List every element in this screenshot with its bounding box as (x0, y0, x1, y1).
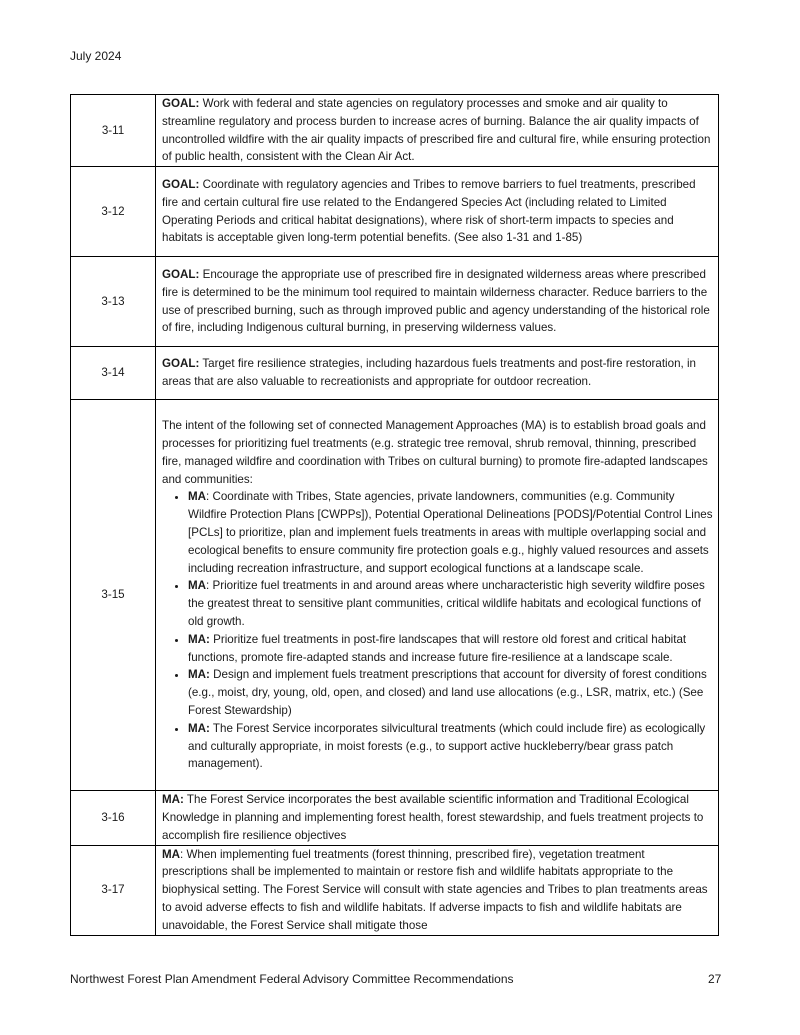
header-date: July 2024 (70, 49, 122, 63)
ma-label: MA (162, 847, 181, 861)
ma-label: MA: (188, 668, 210, 682)
table-row (71, 845, 719, 935)
ma-intro: The intent of the following set of connected Management Approaches (MA) is to establish broad goals and processes for prioritizing fuel treatments (e.g. strategic tree removal, shrub removal, thinning, prescribed fire, managed wildfire and coordination with Tribes on cultural burning) to promote fire-adapted landscapes and communities: (162, 419, 708, 486)
ma-text: Design and implement fuels treatment prescriptions that account for diversity of forest conditions (e.g., moist, dry, young, old, open, and closed) and land use allocations (e.g., LSR, matrix, etc.) (See Forest Stewardship) (188, 668, 707, 717)
list-item (188, 720, 713, 773)
ma-text: : Prioritize fuel treatments in and around areas where uncharacteristic high severity wildfire poses the greatest threat to sensitive plant communities, critical wildlife habitats and ecological functions of old growth. (188, 579, 705, 628)
ma-label: MA: (162, 793, 184, 807)
row-text: Coordinate with regulatory agencies and Tribes to remove barriers to fuel treatments, prescribed fire and certain cultural fire use related to the Endangered Species Act (including related to Limited Operating Periods and critical habitat designations), where risk of short-term impacts to species and habitats is acceptable given long-term potential benefits. (See also 1-31 and 1-85) (162, 178, 696, 245)
footer-title: Northwest Forest Plan Amendment Federal Advisory Committee Recommendations (70, 972, 514, 986)
row-number: 3-13 (71, 257, 156, 347)
ma-text: : Coordinate with Tribes, State agencies, private landowners, communities (e.g. Community Wildfire Protection Plans [CWPPs]), Potential Operational Delineations [PODS]/Potential Control Lines [PCLs] to prioritize, plan and implement fuels treatments in areas with multiple overlapping social and ecological benefits to ensure community fire protection goals e.g., highly valued resources and assets including recreation infrastructure, and support ecological functions at a landscape scale. (188, 490, 713, 575)
row-content (156, 400, 719, 791)
row-content (156, 257, 719, 347)
goal-label: GOAL: (162, 97, 200, 110)
ma-text: The Forest Service incorporates silvicultural treatments (which could include fire) as ecologically and culturally appropriate, in moist forests (e.g., to support active huckleberry/bear grass patch management). (188, 721, 706, 771)
goal-label: GOAL: (162, 268, 200, 282)
row-content (156, 845, 719, 935)
ma-list (162, 488, 713, 773)
ma-label: MA: (188, 721, 210, 735)
ma-label: MA (188, 490, 207, 504)
row-text: Target fire resilience strategies, including hazardous fuels treatments and post-fire restoration, in areas that are also valuable to recreationists and appropriate for outdoor recreation. (162, 357, 696, 389)
ma-label: MA: (188, 632, 210, 646)
table-row (71, 347, 719, 400)
row-text: Encourage the appropriate use of prescribed fire in designated wilderness areas where prescribed fire is determined to be the minimum tool required to maintain wilderness character. Reduce barriers to the use of prescribed burning, such as through improved public and agency understanding of the historical role of fire, including Indigenous cultural burning, in preserving wilderness values. (162, 268, 710, 335)
list-item (188, 666, 713, 719)
row-number: 3-11 (71, 95, 156, 167)
table-row (71, 95, 719, 167)
row-content (156, 347, 719, 400)
recommendations-table (70, 94, 719, 936)
goal-label: GOAL: (162, 357, 200, 371)
row-number: 3-17 (71, 845, 156, 935)
goal-label: GOAL: (162, 178, 200, 192)
row-text: The Forest Service incorporates the best available scientific information and Traditional Ecological Knowledge in planning and implementing forest health, forest stewardship, and fuels treatment projects to accomplish fire resilience objectives (162, 793, 704, 842)
ma-text: Prioritize fuel treatments in post-fire landscapes that will restore old forest and critical habitat functions, promote fire-adapted stands and increase future fire-resilience at a landscape scale. (188, 632, 687, 664)
row-content (156, 95, 719, 167)
row-content (156, 791, 719, 845)
row-text: Work with federal and state agencies on regulatory processes and smoke and air quality to streamline regulatory and process burden to increase acres of burning. Balance the air quality impacts of uncontrolled wildfire with the air quality impacts of prescribed fire and cultural fire, while ensuring protection of public health, consistent with the Clean Air Act. (162, 97, 711, 164)
list-item (188, 577, 713, 630)
row-number: 3-16 (71, 791, 156, 845)
list-item (188, 488, 713, 577)
table-row (71, 791, 719, 845)
row-text: : When implementing fuel treatments (forest thinning, prescribed fire), vegetation treatment prescriptions shall be implemented to maintain or restore fish and wildlife habitats appropriate to the biophysical setting. The Forest Service will consult with state agencies and Tribes to plan treatments areas to avoid adverse effects to fish and wildlife habitats. If adverse impacts to fish and wildlife habitats are unavoidable, the Forest Service shall mitigate those (162, 847, 708, 932)
row-number: 3-12 (71, 167, 156, 257)
table-row (71, 167, 719, 257)
row-content (156, 167, 719, 257)
table-row (71, 400, 719, 791)
list-item (188, 631, 713, 667)
table-row (71, 257, 719, 347)
ma-label: MA (188, 579, 207, 593)
row-number: 3-15 (71, 400, 156, 791)
page-number: 27 (708, 972, 722, 986)
row-number: 3-14 (71, 347, 156, 400)
